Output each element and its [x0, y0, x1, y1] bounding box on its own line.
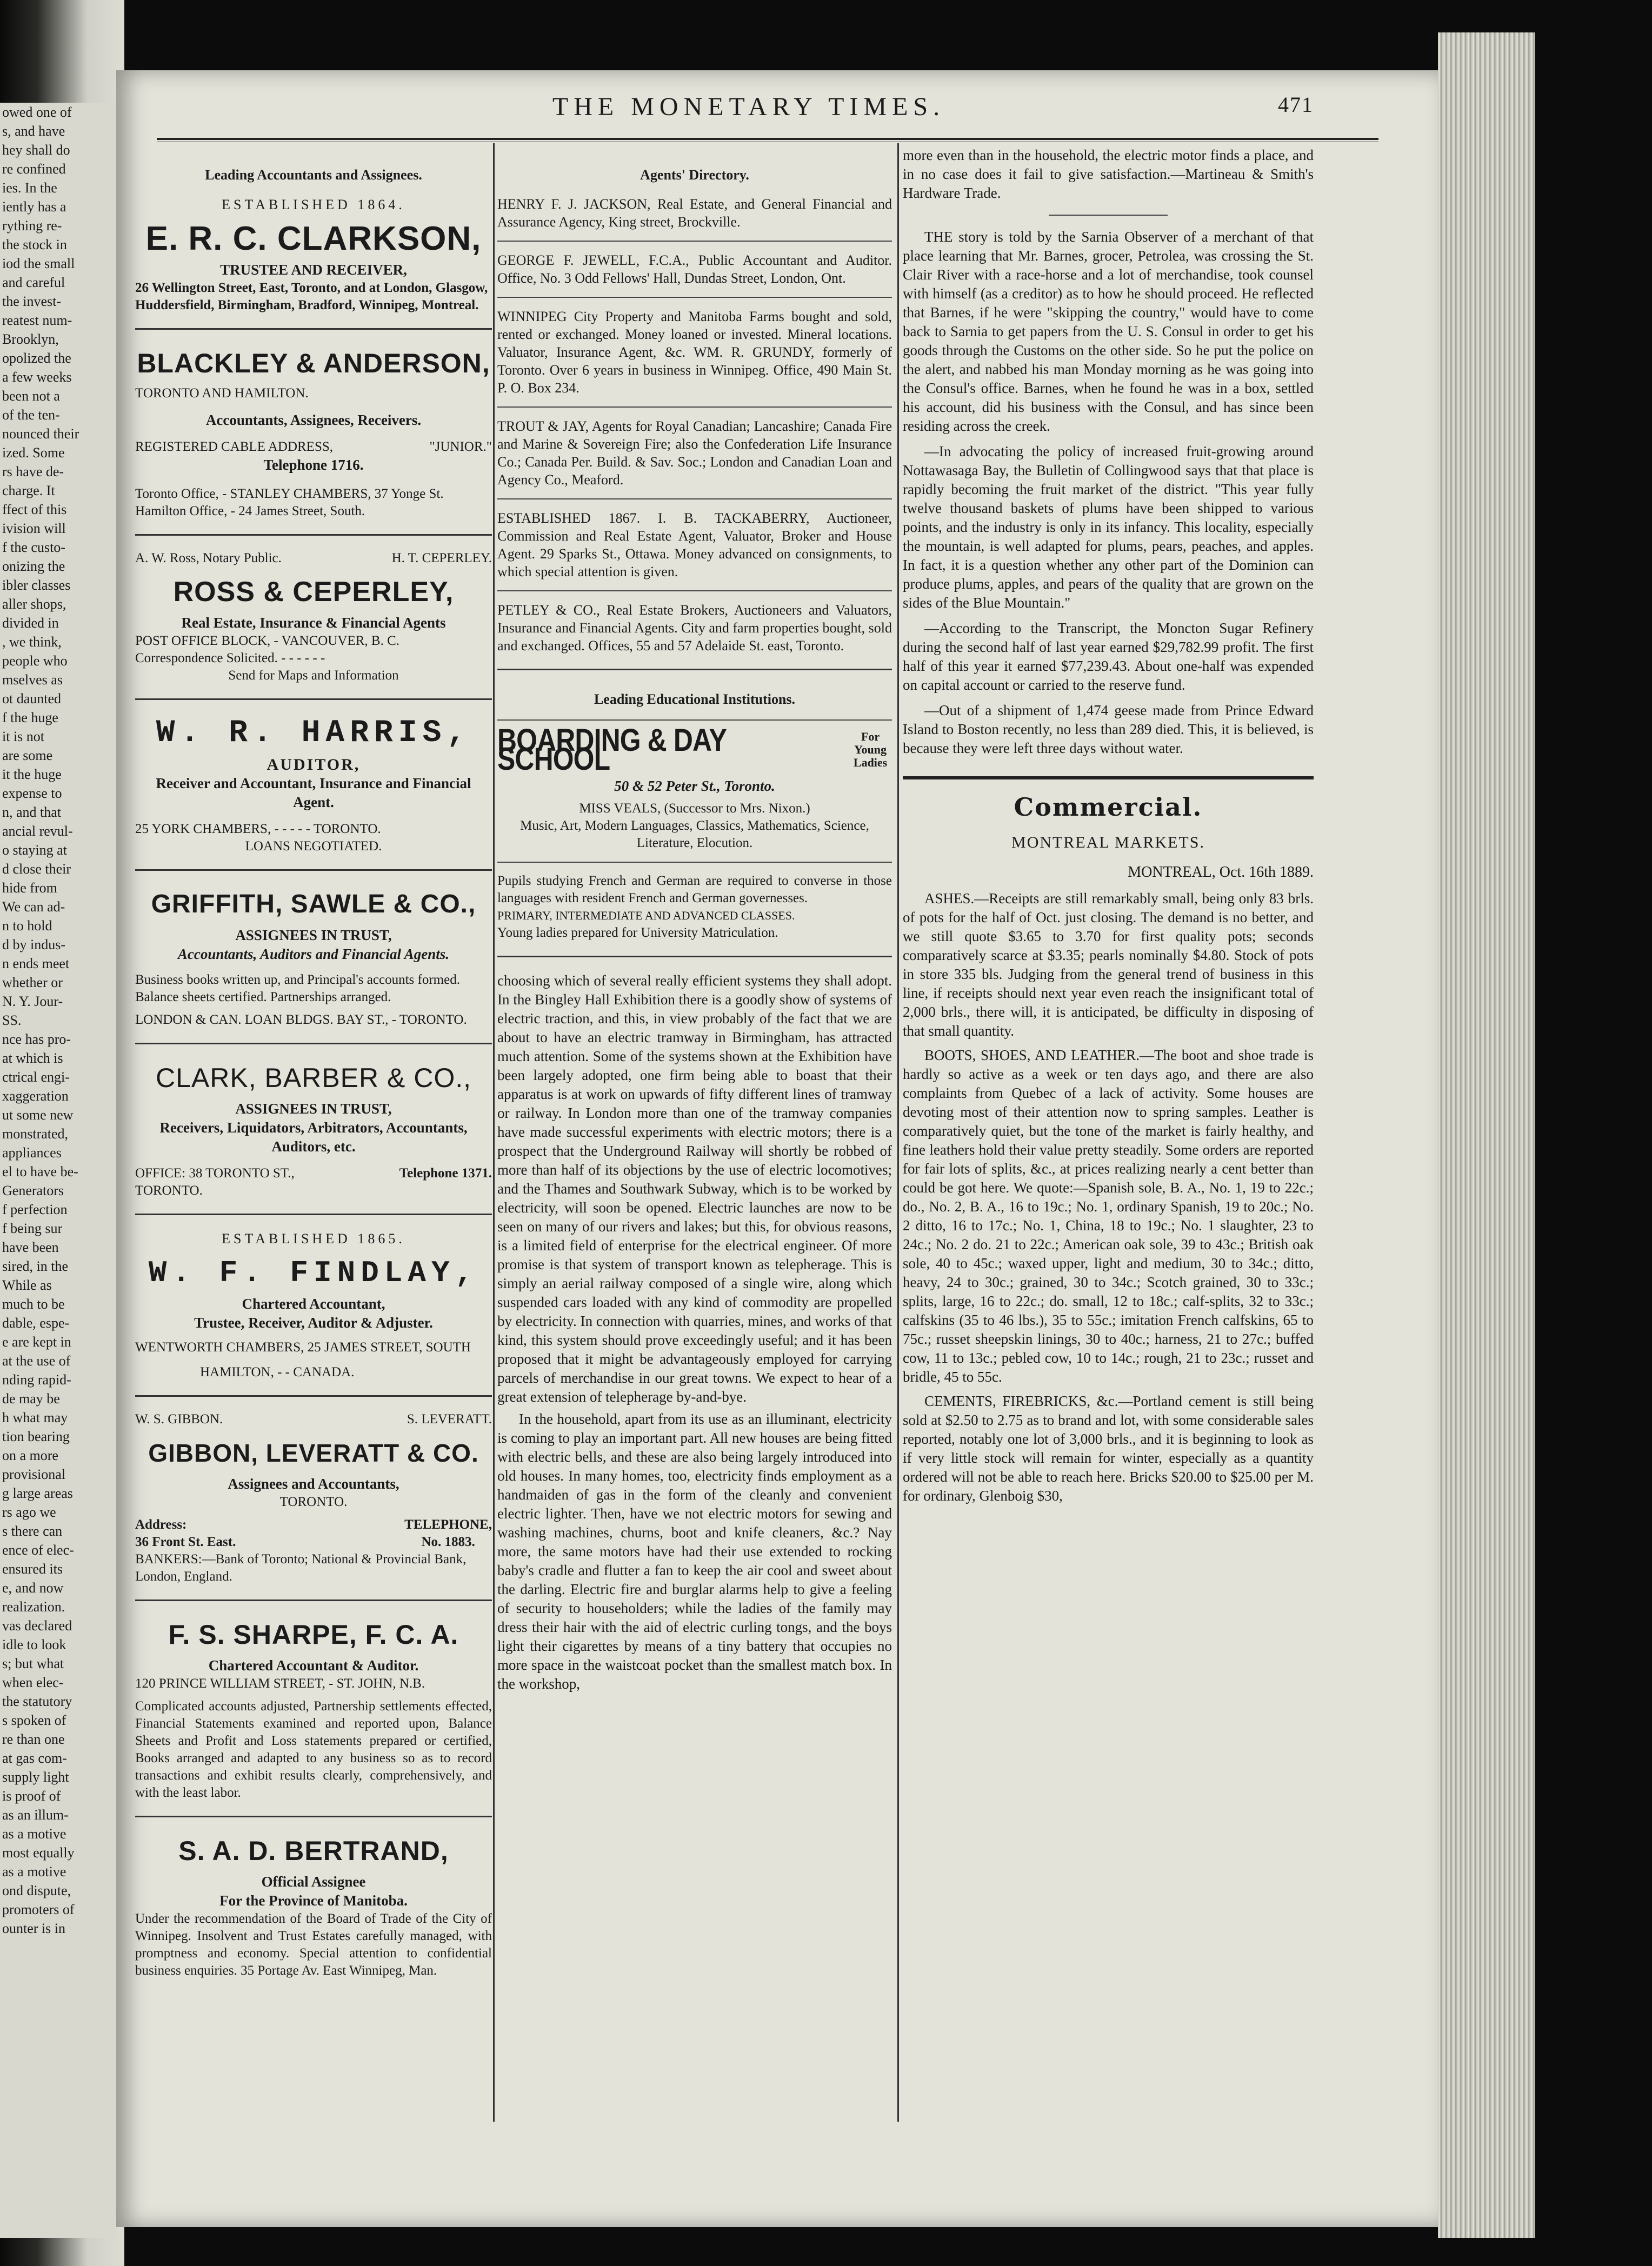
left-page-line: monstrated,	[2, 1126, 69, 1142]
masthead-title: THE MONETARY TIMES.	[552, 92, 945, 121]
left-page-line: are some	[2, 748, 53, 763]
left-page-line: ctrical engi-	[2, 1069, 70, 1085]
left-page-line: been not a	[2, 388, 60, 404]
left-page-line: f the huge	[2, 710, 58, 725]
gibbon-city: TORONTO.	[279, 1495, 348, 1509]
blackley-hamilton-office: Hamilton Office, - 24 James Street, South.	[135, 504, 365, 518]
harris-title: AUDITOR,	[267, 756, 361, 774]
harris-name: W. R. HARRIS,	[156, 716, 471, 751]
school-prepared: Young ladies prepared for University Matriculation.	[497, 925, 778, 940]
agent-listing: HENRY F. J. JACKSON, Real Estate, and General Financial and Assurance Agency, King street, Brockville.	[497, 196, 892, 230]
ross-partner-right: H. T. CEPERLEY.	[391, 551, 492, 565]
clark-role: Receivers, Liquidators, Arbitrators, Accountants, Auditors, etc.	[159, 1119, 468, 1155]
divider	[497, 862, 892, 863]
blackley-location: TORONTO AND HAMILTON.	[135, 386, 309, 401]
page-header	[124, 92, 1373, 122]
fruit-growing-item: —In advocating the policy of increased fruit-growing around Nottawasaga Bay, the Bulletin of Collingwood says that that place is rapidly becoming the fruit market of the district. "This year fully twelve thousand baskets of plums have been shipped to various points, and the industry is only in its infancy. This locality, especially the mountain, is well adapted for plums, pears, peaches, and apples. In fact, it is a question whether any other part of the Dominion can produce plums, apples, and pears of the quality that are grown on the sides of the Blue Mountain."	[903, 443, 1314, 611]
findlay-city: HAMILTON, - - CANADA.	[200, 1365, 355, 1379]
left-page-line: and careful	[2, 275, 65, 290]
harris-address: 25 YORK CHAMBERS, - - - - - TORONTO.	[135, 822, 381, 836]
findlay-address: WENTWORTH CHAMBERS, 25 JAMES STREET, SOUTH	[135, 1340, 471, 1355]
griffith-text: Business books written up, and Principal's accounts formed. Balance sheets certified. Partnerships arranged.	[135, 972, 460, 1004]
divider	[497, 669, 892, 670]
column-accountants	[135, 146, 492, 1980]
left-page-line: ies. In the	[2, 180, 57, 196]
ashes-report: ASHES.—Receipts are still remarkably small, being only 83 brls. of pots for the half of Oct. just closing. The demand is no better, and we still quote $3.65 to 3.70 for first quality pots; seconds comparatively scarce at $3.35; pearls nominally $4.80. Stock of pots in store 335 bls. Judging from the general trend of business in this line, if receipts should next year even reach the insignificant total of 2,000 brls., there will, it is anticipated, be difficulty in disposing of that small quantity.	[903, 890, 1314, 1039]
left-page-line: appliances	[2, 1145, 62, 1161]
left-page-line: owed one of	[2, 104, 72, 120]
school-address: 50 & 52 Peter St., Toronto.	[614, 778, 775, 794]
left-page-line: divided in	[2, 615, 59, 631]
agents-list	[497, 195, 892, 655]
agent-listing: WINNIPEG City Property and Manitoba Farms bought and sold, rented or exchanged. Money loaned or invested. Mineral locations. Valuator, Insurance Agent, &c. WM. R. GRUNDY, formerly of Toronto. Over 6 years in business in Winnipeg. Office, 490 Main St. P. O. Box 234.	[497, 309, 892, 396]
ross-maps: Send for Maps and Information	[228, 668, 399, 683]
column-news	[903, 146, 1314, 1509]
left-page-line: iod the small	[2, 256, 75, 271]
left-page-line: rs have de-	[2, 464, 64, 479]
left-page-line: h what may	[2, 1410, 68, 1425]
left-page-line: e are kept in	[2, 1334, 71, 1350]
gibbon-partners-row	[135, 1411, 492, 1428]
gibbon-partner-left: W. S. GIBBON.	[135, 1412, 223, 1427]
left-page-line: ence of elec-	[2, 1542, 74, 1558]
blackley-role: Accountants, Assignees, Receivers.	[205, 412, 422, 428]
clarkson-name: E. R. C. CLARKSON,	[145, 220, 482, 257]
left-page-line: ized. Some	[2, 445, 65, 461]
gibbon-bankers: BANKERS:—Bank of Toronto; National & Provincial Bank, London, England.	[135, 1552, 467, 1584]
left-page-line: ivision will	[2, 521, 66, 536]
left-page-line: n to hold	[2, 918, 52, 934]
left-page-line: el to have be-	[2, 1164, 78, 1179]
gibbon-telephone-label: TELEPHONE,	[404, 1517, 492, 1532]
electricity-article-end: more even than in the household, the electric motor finds a place, and in no case does it fail to give satisfaction.—Martineau & Smith's Hardware Trade.	[903, 147, 1314, 201]
left-page-line: whether or	[2, 975, 63, 990]
left-page-line: ancial revul-	[2, 823, 73, 839]
commercial-heading: Commercial.	[1014, 792, 1203, 822]
left-page-line: s; but what	[2, 1656, 64, 1671]
bertrand-text: Under the recommendation of the Board of Trade of the City of Winnipeg. Insolvent and Trust Estates carefully managed, with promptness and economy. Special attention to confidential business enquiries. 35 Portage Av. East Winnipeg, Man.	[135, 1911, 492, 1978]
left-page-line: hide from	[2, 880, 57, 896]
clark-title: ASSIGNEES IN TRUST,	[235, 1101, 392, 1117]
school-subjects: Music, Art, Modern Languages, Classics, Mathematics, Science, Literature, Elocution.	[520, 818, 869, 850]
clarkson-address: 26 Wellington Street, East, Toronto, and at London, Glasgow, Huddersfield, Birmingham, Bradford, Winnipeg, Montreal.	[135, 281, 488, 312]
left-page-line: of the ten-	[2, 407, 60, 423]
blackley-toronto-office: Toronto Office, - STANLEY CHAMBERS, 37 Yonge St.	[135, 486, 444, 501]
blackley-cable-value: "JUNIOR."	[429, 439, 492, 454]
blackley-telephone: Telephone 1716.	[263, 457, 364, 473]
left-page-line: as a motive	[2, 1826, 66, 1842]
left-page-line: ot daunted	[2, 691, 62, 707]
left-page-line: opolized the	[2, 350, 71, 366]
school-pupils: Pupils studying French and German are required to converse in those languages with resident French and German governesses.	[497, 874, 892, 905]
sharpe-title: Chartered Accountant & Auditor.	[208, 1657, 419, 1674]
bertrand-province: For the Province of Manitoba.	[219, 1892, 408, 1909]
gibbon-telephone-block	[404, 1516, 492, 1551]
moncton-sugar-item: —According to the Transcript, the Moncton Sugar Refinery during the second half of last year earned $29,782.99 profit. The first half of this year it earned $77,239.43. About one-half was expended on capital account or carried to the reserve fund.	[903, 620, 1314, 693]
harris-role: Receiver and Accountant, Insurance and Financial Agent.	[156, 775, 471, 810]
left-page-line: it is not	[2, 729, 45, 744]
left-page-line: promoters of	[2, 1902, 75, 1917]
clarkson-title: TRUSTEE AND RECEIVER,	[220, 262, 407, 278]
left-page-line: de may be	[2, 1391, 60, 1407]
clark-contact-row	[135, 1165, 492, 1199]
left-page-line: nce has pro-	[2, 1031, 71, 1047]
school-principal: MISS VEALS, (Successor to Mrs. Nixon.)	[579, 801, 810, 816]
left-page-line: sired, in the	[2, 1258, 69, 1274]
sharpe-text: Complicated accounts adjusted, Partnership settlements effected, Financial Statements examined and reported upon, Balance Sheets and Profit and Loss statements prepared or certified, Books arranged and adapted to any business so as to record transactions and exhibit results clearly, comprehensively, and with the least labor.	[135, 1699, 492, 1800]
gibbon-address: 36 Front St. East.	[135, 1535, 236, 1549]
left-page-line: supply light	[2, 1769, 69, 1785]
ross-block: POST OFFICE BLOCK, - VANCOUVER, B. C.	[135, 634, 399, 648]
left-page-line: SS.	[2, 1012, 22, 1028]
clarkson-established: ESTABLISHED 1864.	[222, 197, 405, 212]
divider	[135, 534, 492, 536]
header-rule	[157, 138, 1378, 142]
school-name: BOARDING & DAY SCHOOL	[497, 723, 727, 777]
left-page-line: We can ad-	[2, 899, 65, 915]
left-page-line: at which is	[2, 1050, 63, 1066]
article-electricity-p2: In the household, apart from its use as an illuminant, electricity is coming to play an important part. All new houses are being fitted with electric bells, and these are also being largely introduced into old houses. In many homes, too, electricity finds employment as a handmaiden of gas in the form of the cleanly and convenient electric lighter. Then, have we not electric motors for sewing and washing machines, churns, boot and knife cleaners, &c.? Nay more, the same motors have had their use extended to rocking baby's cradle and flutter a fan to keep the air cool and sweet about the darling. Electric fire and burglar alarms help to give a feeling of security to householders; while the ladies of the family may dress their hair with the aid of electric curling tongs, and the boys light their cigarettes by means of a tiny battery that occupies no more space in the waistcoat pocket than the smallest match box. In the workshop,	[497, 1411, 892, 1692]
montreal-markets-date: MONTREAL, Oct. 16th 1889.	[1128, 864, 1314, 881]
school-heading	[497, 723, 892, 777]
left-page-line: nounced their	[2, 426, 79, 442]
left-page-line: reatest num-	[2, 312, 72, 328]
left-page-line: tion bearing	[2, 1429, 70, 1444]
bertrand-name: S. A. D. BERTRAND,	[178, 1836, 449, 1866]
section-title-education: Leading Educational Institutions.	[594, 691, 796, 707]
divider	[135, 698, 492, 700]
left-page-line: on a more	[2, 1448, 58, 1463]
left-page-line: is proof of	[2, 1788, 61, 1804]
left-page-line: ensured its	[2, 1561, 63, 1577]
divider	[497, 956, 892, 957]
left-page-line: mselves as	[2, 672, 63, 688]
left-page-line: a few weeks	[2, 369, 72, 385]
left-page-line: the invest-	[2, 294, 62, 309]
findlay-established: ESTABLISHED 1865.	[222, 1231, 405, 1247]
left-page-line: vas declared	[2, 1618, 72, 1634]
left-page-line: f being sur	[2, 1221, 63, 1236]
left-page-line: when elec-	[2, 1675, 64, 1690]
findlay-name: W. F. FINDLAY,	[148, 1256, 479, 1290]
left-page-line: n ends meet	[2, 956, 70, 971]
left-page-line: re than one	[2, 1731, 65, 1747]
montreal-markets-title: MONTREAL MARKETS.	[1011, 834, 1205, 851]
school-for: For Young Ladies	[853, 730, 888, 769]
left-page-line: much to be	[2, 1296, 65, 1312]
left-page-line: xaggeration	[2, 1088, 69, 1104]
left-page-line: ibler classes	[2, 577, 71, 593]
left-page-fragment	[0, 103, 116, 2238]
column-rule-2	[897, 143, 899, 2122]
ross-partner-left: A. W. Ross, Notary Public.	[135, 551, 282, 565]
left-page-line: nding rapid-	[2, 1372, 71, 1388]
blackley-cable-row	[135, 438, 492, 456]
left-page-line: ounter is in	[2, 1921, 65, 1936]
left-page-line: at gas com-	[2, 1750, 67, 1766]
left-page-line: at the use of	[2, 1353, 71, 1369]
ross-role: Real Estate, Insurance & Financial Agents	[181, 615, 446, 631]
divider	[135, 1816, 492, 1817]
left-page-line: While as	[2, 1277, 52, 1293]
ross-solicited: Correspondence Solicited. - - - - - -	[135, 651, 325, 665]
blackley-cable-label: REGISTERED CABLE ADDRESS,	[135, 439, 334, 454]
section-title-agents: Agents' Directory.	[640, 167, 749, 183]
findlay-title: Chartered Accountant,	[242, 1296, 385, 1312]
cements-report: CEMENTS, FIREBRICKS, &c.—Portland cement is still being sold at $2.50 to 2.75 as to brand and lot, with some considerable sales reported, notably one lot of 3,000 brls., and it is beginning to look as if very little stock will remain for winter, especially as a quantity ordered will not be able to reach here. Bricks $20.00 to $25.00 per M. for ordinary, Glenboig $30,	[903, 1393, 1314, 1504]
divider	[497, 590, 892, 591]
sharpe-address: 120 PRINCE WILLIAM STREET, - ST. JOHN, N.B.	[135, 1676, 425, 1691]
left-page-line: it the huge	[2, 767, 62, 782]
left-page-line: o staying at	[2, 842, 67, 858]
gibbon-telephone: No. 1883.	[421, 1535, 475, 1549]
clark-name: CLARK, BARBER & CO.,	[155, 1063, 472, 1093]
left-page-line: e, and now	[2, 1580, 64, 1596]
gibbon-address-block	[135, 1516, 236, 1551]
section-rule	[903, 776, 1314, 779]
left-page-line: rs ago we	[2, 1504, 56, 1520]
left-page-line: rything re-	[2, 218, 62, 234]
left-page-line: ond dispute,	[2, 1883, 71, 1898]
left-page-line: charge. It	[2, 483, 55, 498]
divider	[1049, 215, 1168, 216]
findlay-role: Trustee, Receiver, Auditor & Adjuster.	[194, 1315, 433, 1331]
article-electricity-p1: choosing which of several really efficient systems they shall adopt. In the Bingley Hall Exhibition there is a goodly show of systems of electric traction, and this, in view probably of the fact that we are about to have an electric tramway in Birmingham, has attracted much attention. Some of the systems shown at the Exhibition have been largely adopted, one firm being able to boast that their apparatus is at work on upwards of fifty different lines of tramway or railway. In London more than one of the tramway companies have made successful experiments with electric motors; there is a prospect that the Underground Railway will shortly be robbed of more than half of its objections by the use of electric locomotives; and the Thames and Southwark Subway, which is to be worked by electricity, will soon be opened. Electric launches are now to be seen on many of our rivers and lakes; but this, for obvious reasons, is a limited field of enterprise for the electrical engineer. Of more promise is that system of transport known as telepherage. This is simply an aerial railway composed of a single wire, along which suspended cars loaded with any kind of commodity are propelled by electricity. In connection with quarries, mines, and works of that kind, this system should prove exceedingly useful; and it has been proposed that it might be advantageously employed for carrying parcels of merchandise in our great towns. We expect to hear of a great extension of telepherage by-and-bye.	[497, 972, 892, 1405]
ross-partners-row	[135, 550, 492, 567]
left-page-line: ffect of this	[2, 502, 67, 517]
sarnia-story: THE story is told by the Sarnia Observer of a merchant of that place learning that Mr. Barnes, grocer, Petrolea, was crossing the St. Clair River with a race-horse and a lot of merchandise, took counsel with himself (as a creditor) as to how he should proceed. He reflected that Barnes, if he were "skipping the country," would have to come back to Sarnia to get papers from the U. S. Consul in order to get his goods through the Customs on the other side. So he put the police on the alert, and nabbed his man Monday morning as he was going into the Consul's office. Barnes, when he found he was in a box, settled his account, did his business with the Consul, and has since been residing across the creek.	[903, 229, 1314, 434]
left-page-line: Generators	[2, 1183, 64, 1198]
left-page-line: idle to look	[2, 1637, 66, 1652]
agent-listing: GEORGE F. JEWELL, F.C.A., Public Accountant and Auditor. Office, No. 3 Odd Fellows' Hall, Dundas Street, London, Ont.	[497, 252, 892, 286]
divider	[497, 719, 892, 721]
left-page-line: onizing the	[2, 558, 65, 574]
left-page-line: dable, espe-	[2, 1315, 70, 1331]
griffith-address: LONDON & CAN. LOAN BLDGS. BAY ST., - TORONTO.	[135, 1012, 467, 1027]
agent-listing: TROUT & JAY, Agents for Royal Canadian; Lancashire; Canada Fire and Marine & Sovereign Fire; also the Confederation Life Insurance Co.; Canada Per. Build. & Sav. Soc.; London and Canadian Loan and Agency Co., Meaford.	[497, 418, 892, 488]
agent-listing: PETLEY & CO., Real Estate Brokers, Auctioneers and Valuators, Insurance and Financial Agents. City and farm properties bought, sold and exchanged. Offices, 55 and 57 Adelaide St. east, Toronto.	[497, 602, 892, 654]
divider	[135, 1599, 492, 1601]
divider	[135, 1395, 492, 1397]
left-page-line: ut some new	[2, 1107, 74, 1123]
divider	[135, 1214, 492, 1215]
divider	[135, 1043, 492, 1044]
harris-loans: LOANS NEGOTIATED.	[245, 839, 382, 854]
section-title-accountants: Leading Accountants and Assignees.	[205, 167, 422, 183]
divider	[135, 328, 492, 330]
divider	[497, 406, 892, 408]
left-page-line: hey shall do	[2, 142, 70, 158]
left-page-line: iently has a	[2, 199, 66, 215]
left-page-line: s spoken of	[2, 1712, 66, 1728]
left-page-line: , we think,	[2, 634, 62, 650]
bertrand-title: Official Assignee	[261, 1874, 366, 1890]
column-directory	[497, 146, 892, 1697]
left-page-line: the statutory	[2, 1694, 72, 1709]
agent-listing: ESTABLISHED 1867. I. B. TACKABERRY, Auctioneer, Commission and Real Estate Agent, Valuator, Broker and House Agent. 29 Sparks St., Ottawa. Money advanced on consignments, to which special attention is given.	[497, 510, 892, 579]
left-page-line: the stock in	[2, 237, 67, 252]
clark-telephone: Telephone 1371.	[399, 1166, 492, 1181]
left-page-line: f perfection	[2, 1202, 68, 1217]
left-page-line: most equally	[2, 1845, 75, 1861]
left-page-line: have been	[2, 1239, 59, 1255]
gibbon-partner-right: S. LEVERATT.	[407, 1412, 492, 1427]
left-page-line: as a motive	[2, 1864, 66, 1880]
left-page-line: re confined	[2, 161, 66, 177]
gibbon-address-label: Address:	[135, 1517, 187, 1532]
left-page-line: as an illum-	[2, 1807, 69, 1823]
left-page-line: people who	[2, 653, 68, 669]
griffith-title: ASSIGNEES IN TRUST,	[235, 927, 392, 943]
school-classes: PRIMARY, INTERMEDIATE AND ADVANCED CLASSES.	[497, 909, 795, 922]
left-page-line: aller shops,	[2, 596, 66, 612]
divider	[497, 241, 892, 242]
griffith-role: Accountants, Auditors and Financial Agents.	[177, 946, 450, 962]
left-page-line: f the custo-	[2, 539, 65, 555]
left-page-line: N. Y. Jour-	[2, 994, 63, 1009]
divider	[497, 498, 892, 499]
boots-shoes-leather-report: BOOTS, SHOES, AND LEATHER.—The boot and shoe trade is hardly so active as a week or ten days ago, and there are also complaints from Quebec of a lack of activity. Some houses are devoting most of their attention now to spring samples. Leather is comparatively quiet, but the tone of the market is fairly healthy, and fine leathers hold their value pretty steadily. Some orders are reported for fair lots of splits, &c., at prices realizing nearly a cent better than could be got here. We quote:—Spanish sole, B. A., No. 1, 19 to 22c.; do., No. 2, B. A., 16 to 19c.; No. 1, ordinary Spanish, 19 to 20c.; No. 2 ditto, 16 to 17c.; No. 1, China, 18 to 19c.; No. 1 slaughter, 23 to 24c.; No. 2 do. 21 to 22c.; American oak sole, 39 to 43c.; British oak sole, 40 to 45c.; waxed upper, light and medium, 30 to 34c.; ditto, heavy, 24 to 30c.; grained, 30 to 34c.; Scotch grained, 30 to 33c.; splits, large, 16 to 22c.; do. small, 12 to 18c.; calf-splits, 32 to 33c.; calfskins (35 to 46 lbs.), 35 to 55c.; imitation French calfskins, 65 to 75c.; russet sheepskin linings, 30 to 40c.; harness, 21 to 27c.; buffed cow, 11 to 13c.; pebled cow, 10 to 14c.; rough, 21 to 23c.; russet and bridle, 45 to 55c.	[903, 1047, 1314, 1385]
left-page-line: provisional	[2, 1467, 65, 1482]
divider	[497, 297, 892, 298]
ross-name: ROSS & CEPERLEY,	[173, 576, 454, 608]
page-number: 471	[1278, 92, 1314, 117]
left-page-line: s, and have	[2, 123, 65, 139]
gibbon-name: GIBBON, LEVERATT & CO.	[148, 1439, 479, 1467]
left-page-line: n, and that	[2, 804, 62, 820]
griffith-name: GRIFFITH, SAWLE & CO.,	[151, 890, 476, 918]
left-page-line: s there can	[2, 1523, 63, 1539]
gibbon-contact-row	[135, 1516, 492, 1551]
left-page-line: g large areas	[2, 1485, 73, 1501]
divider	[135, 869, 492, 871]
blackley-name: BLACKLEY & ANDERSON,	[137, 348, 490, 378]
sharpe-name: F. S. SHARPE, F. C. A.	[168, 1619, 459, 1650]
left-page-line: Brooklyn,	[2, 331, 59, 347]
page-stack-edge	[1438, 32, 1535, 2238]
clark-office: OFFICE: 38 TORONTO ST., TORONTO.	[135, 1166, 295, 1198]
gibbon-role: Assignees and Accountants,	[228, 1476, 399, 1492]
left-page-line: d close their	[2, 861, 71, 877]
left-page-line: realization.	[2, 1599, 65, 1615]
left-page-line: d by indus-	[2, 937, 65, 952]
column-rule-1	[493, 143, 495, 2122]
left-page-line: expense to	[2, 785, 62, 801]
geese-shipment-item: —Out of a shipment of 1,474 geese made from Prince Edward Island to Boston recently, no less than 289 died. This, it is believed, is because they were left three days without water.	[903, 702, 1314, 756]
